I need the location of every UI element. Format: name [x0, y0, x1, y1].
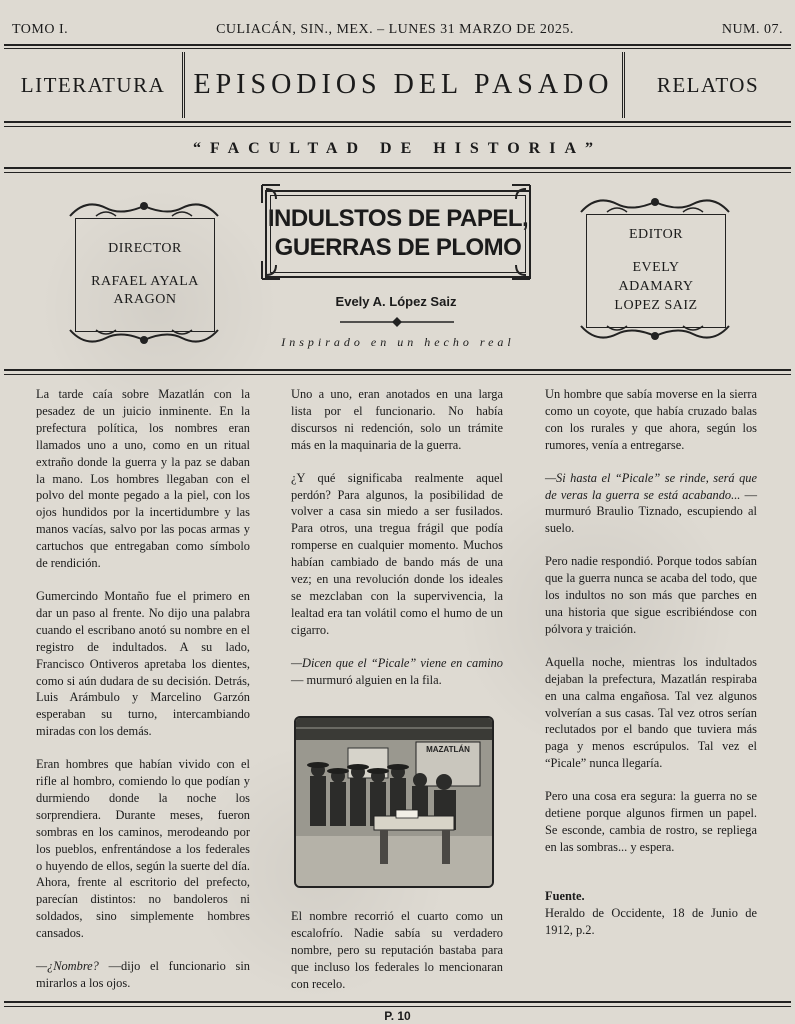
paragraph: Un hombre que sabía moverse en la sierra como un coyote, que había cruzado balas con los rurales y que ahora, según los rumores, venía a entregarse.: [545, 387, 757, 452]
paragraph: ¿Y qué significaba realmente aquel perdón? Para algunos, la posibilidad de volver a casa sin miedo a ser fusilados. Para otros, una tregua frágil que podía romperse en cualquier momento. Muchos habían cambiado de bando más de una vez; en una revolución donde los ideales se mezclaban con la supervivencia, la lealtad era tan volátil como el humo de un cigarro.: [291, 470, 503, 637]
paragraph: El nombre recorrió el cuarto como un escalofrío. Nadie sabía su verdadero nombre, pero su reputación bastaba para que incluso los federales lo mencionaran con recelo.: [291, 909, 503, 991]
divider-ornament-icon: [340, 316, 454, 328]
rule-top: [4, 44, 791, 46]
article-title-line2: GUERRAS DE PLOMO: [274, 234, 522, 261]
paragraph: [36, 958, 250, 992]
paragraph: Eran hombres que habían vivido con el rifle al hombro, comiendo lo que podían y durmiendo donde la noche los sorprendiera. Durante meses, fueron sombras en los caminos, merodeando por los pueblos, enfrentándose a los federales o huyendo de ellos, según la suerte del día. Ahora, frente al escritorio del prefecto, parecían distintos: no bandoleros ni soldados, sino simplemente hombres cansados.: [36, 757, 250, 941]
illustration-scene-icon: [296, 718, 492, 886]
masthead: [4, 52, 791, 118]
dialogue: —Dicen que el “Picale” viene en camino: [291, 655, 503, 670]
image-sign-text: MAZATLÁN: [426, 745, 470, 754]
article-illustration: [294, 716, 494, 888]
rule-faculty-bottom: [4, 167, 791, 169]
faculty-subtitle: “FACULTAD DE HISTORIA”: [192, 140, 602, 157]
paragraph: [545, 470, 757, 538]
flourish-icon: [577, 318, 733, 348]
dateline: CULIACÁN, SIN., MEX. – LUNES 31 MARZO DE 2025.: [216, 22, 574, 37]
section-literatura: LITERATURA: [20, 72, 166, 97]
dialogue: —Si hasta el “Picale” se rinde, será que de veras la guerra se está acabando...: [545, 470, 757, 502]
source-block: [545, 888, 757, 939]
inspired-note: Inspirado en un hecho real: [281, 335, 515, 349]
issue-number: NUM. 07.: [721, 22, 783, 37]
article-title: [265, 190, 531, 278]
column-2-bottom: [291, 908, 503, 1009]
rule-body-top-thin: [4, 374, 791, 375]
rule-mast-bottom: [4, 121, 791, 123]
dialogue-tag: — murmuró Braulio Tiznado, escupiendo al suelo.: [545, 487, 757, 536]
column-1: [36, 386, 250, 1008]
masthead-title: EPISODIOS DEL PASADO: [182, 52, 622, 118]
editor-label: EDITOR: [628, 227, 684, 243]
paragraph: Pero nadie respondió. Porque todos sabían que la guerra nunca se acaba del todo, que los indultos no son más que parches en una historia que sigue escribiéndose con pólvora y traición.: [545, 554, 757, 636]
paragraph: La tarde caía sobre Mazatlán con la pesadez de un juicio inminente. En la prefectura política, los nombres eran llamados uno a uno, como en un ritual extraño donde la guerra y la paz se daban la mano. Los hombres llegaban con el polvo del monte pegado a la piel, con los ojos hundidos por la incertidumbre y las manos vacías, salvo por las pocas armas y cartuchos que entregaban como símbolo de rendición.: [36, 387, 250, 571]
paragraph: Aquella noche, mientras los indultados dejaban la prefectura, Mazatlán respiraba en una calma engañosa. Tal vez algunos volverían a sus casas. Tal vez otros serían reclutados por el bando que tuviera más paga y menos escrúpulos. Tal vez el “Picale” nunca llegaría.: [545, 654, 757, 771]
director-label: DIRECTOR: [108, 240, 182, 256]
dialogue-tag: —dijo el funcionario sin mirarlos a los ojos.: [36, 959, 250, 990]
rule-top-thin: [4, 48, 791, 49]
article-title-line1: INDULSTOS DE PAPEL,: [267, 205, 529, 233]
paragraph: Pero una cosa era segura: la guerra no se detiene porque algunos firmen un papel. Se esconde, cambia de rostro, se repliega en las sombras... y espera.: [545, 789, 757, 854]
flourish-icon: [66, 322, 222, 352]
paragraph: Gumercindo Montaño fue el primero en dar un paso al frente. No dijo una palabra cuando el escribano anotó su nombre en el registro de indultados. A su lado, Francisco Ontiveros apretaba los dientes, como si aún dudara de su decisión. Detrás, Luis Arámbulo y Marcelino Garzón esperaban su turno, intercambiando miradas con los demás.: [36, 588, 250, 739]
column-2: [291, 386, 503, 705]
article-author: Evely A. López Saiz: [335, 294, 457, 309]
source-label: Fuente.: [545, 889, 585, 903]
rule-body-top: [4, 369, 791, 371]
column-3: [545, 386, 757, 872]
rule-footer-thin: [4, 1006, 791, 1007]
rule-footer: [4, 1001, 791, 1003]
source-text: Heraldo de Occidente, 18 de Junio de 1912, p.2.: [545, 905, 757, 937]
dialogue: —¿Nombre?: [36, 959, 99, 974]
rule-faculty-bottom-thin: [4, 172, 791, 173]
paragraph: Uno a uno, eran anotados en una larga lista por el funcionario. No había discursos ni redención, solo un trámite más en la maquinaria de la guerra.: [291, 387, 503, 452]
rule-mast-bottom-thin: [4, 126, 791, 127]
section-relatos: RELATOS: [622, 52, 791, 118]
volume-label: TOMO I.: [12, 22, 69, 37]
paragraph: [291, 655, 503, 689]
dialogue-tag: — murmuró alguien en la fila.: [291, 672, 442, 687]
page-number: P. 10: [384, 1009, 411, 1023]
editor-name: EVELY ADAMARY LOPEZ SAIZ: [614, 260, 698, 313]
header-bar: [4, 16, 791, 44]
director-box: [75, 218, 215, 332]
editor-box: [586, 214, 726, 328]
director-name: RAFAEL AYALA ARAGON: [91, 273, 199, 308]
